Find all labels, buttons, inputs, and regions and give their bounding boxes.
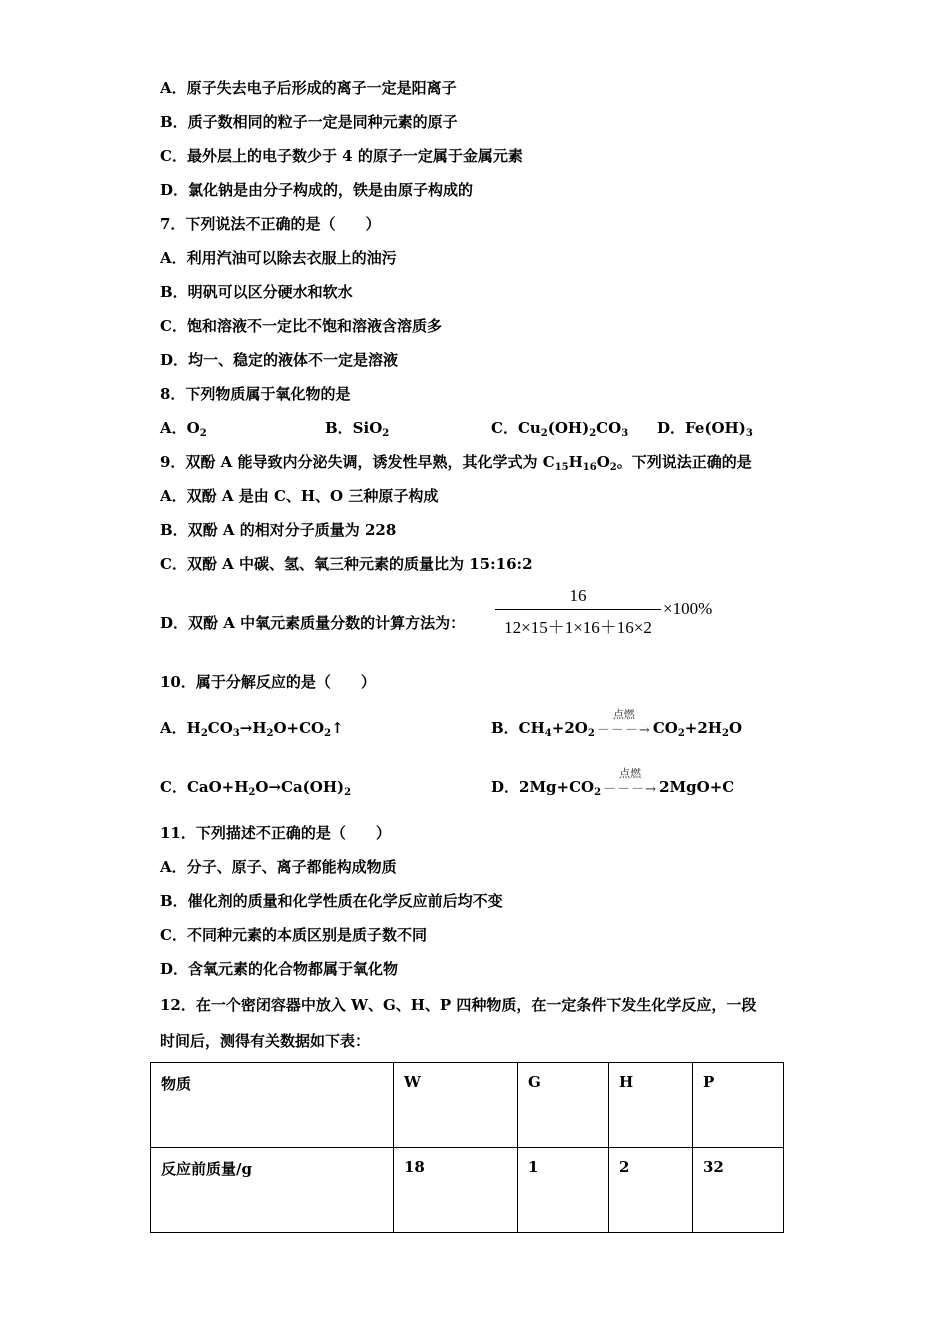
q7-option-c: C．饱和溶液不一定比不饱和溶液含溶质多: [160, 317, 442, 335]
table-cell: 物质: [151, 1063, 394, 1148]
table-cell: 反应前质量/g: [151, 1148, 394, 1233]
table-cell: H: [609, 1063, 693, 1148]
table-row: [151, 1148, 784, 1233]
mass-data-table: [150, 1062, 784, 1233]
table-cell: P: [693, 1063, 784, 1148]
q11-stem: 11．下列描述不正确的是（ ）: [160, 824, 391, 842]
q6-option-a: A．原子失去电子后形成的离子一定是阳离子: [160, 79, 457, 97]
q9-option-d: D．双酚 A 中氧元素质量分数的计算方法为：: [160, 614, 466, 632]
fraction-bar: [495, 609, 661, 610]
q11-option-a: A．分子、原子、离子都能构成物质: [160, 858, 397, 876]
table-cell: 2: [609, 1148, 693, 1233]
table-cell: 18: [394, 1148, 518, 1233]
q7-stem: 7．下列说法不正确的是（ ）: [160, 215, 381, 233]
q7-option-a: A．利用汽油可以除去衣服上的油污: [160, 249, 397, 267]
q10-option-a: A．$H_2CO_3\to H_2O+CO_2↑$: [160, 719, 344, 739]
q11-option-c: C．不同种元素的本质区别是质子数不同: [160, 926, 427, 944]
q8-option-c: C．$Cu_2(OH)_2CO_3$: [491, 419, 629, 439]
q8-option-d: D．$Fe(OH)_3$: [657, 419, 753, 439]
reaction-arrow: 点燃 －－－→: [595, 719, 653, 739]
q9-option-c: C．双酚 A 中碳、氢、氧三种元素的质量比为 15:16:2: [160, 555, 533, 573]
q11-option-d: D．含氧元素的化合物都属于氧化物: [160, 960, 399, 978]
reaction-arrow: 点燃 －－－→: [601, 778, 659, 798]
formula-denominator: 12×15＋1×16＋16×2: [504, 618, 652, 637]
table-cell: 32: [693, 1148, 784, 1233]
q9-option-b: B．双酚 A 的相对分子质量为 228: [160, 521, 397, 539]
q10-stem: 10．属于分解反应的是（ ）: [160, 673, 376, 691]
q8-option-b: B．SiO$_2$: [325, 419, 390, 439]
condition-label: 点燃: [619, 767, 642, 780]
q11-option-b: B．催化剂的质量和化学性质在化学反应前后均不变: [160, 892, 503, 910]
q6-option-c: C．最外层上的电子数少于 4 的原子一定属于金属元素: [160, 147, 523, 165]
table-cell: W: [394, 1063, 518, 1148]
formula-percent: ×100%: [663, 599, 713, 618]
q6-option-d: D．氯化钠是由分子构成的，铁是由原子构成的: [160, 181, 474, 199]
q6-option-b: B．质子数相同的粒子一定是同种元素的原子: [160, 113, 458, 131]
q8-option-a: A．$O_2$: [160, 419, 207, 439]
q8-stem: 8．下列物质属于氧化物的是: [160, 385, 351, 403]
q12-stem-line2: 时间后，测得有关数据如下表：: [160, 1032, 371, 1050]
table-cell: G: [518, 1063, 609, 1148]
q7-option-b: B．明矾可以区分硬水和软水: [160, 283, 353, 301]
table-header-row: [151, 1063, 784, 1148]
table-cell: 1: [518, 1148, 609, 1233]
q9-stem: 9．双酚 A 能导致内分泌失调，诱发性早熟，其化学式为 $C_{15}H_{16}O_2$。下列说法正确的是: [160, 453, 752, 473]
q9-option-a: A．双酚 A 是由 C、H、O 三种原子构成: [160, 487, 439, 505]
q10-option-c: C．$CaO+H_2O\to Ca(OH)_2$: [160, 778, 352, 798]
formula-numerator: 16: [569, 586, 587, 605]
condition-label: 点燃: [612, 708, 635, 721]
q10-option-d: D．$2Mg+CO_2$ 点燃 －－－→ 2MgO+C: [491, 777, 734, 798]
q7-option-d: D．均一、稳定的液体不一定是溶液: [160, 351, 399, 369]
q12-stem-line1: 12．在一个密闭容器中放入 W、G、H、P 四种物质，在一定条件下发生化学反应，一段: [160, 996, 757, 1014]
q10-option-b: B．$CH_4+2O_2$ 点燃 －－－→ $CO_2+2H_2O$: [491, 718, 742, 739]
